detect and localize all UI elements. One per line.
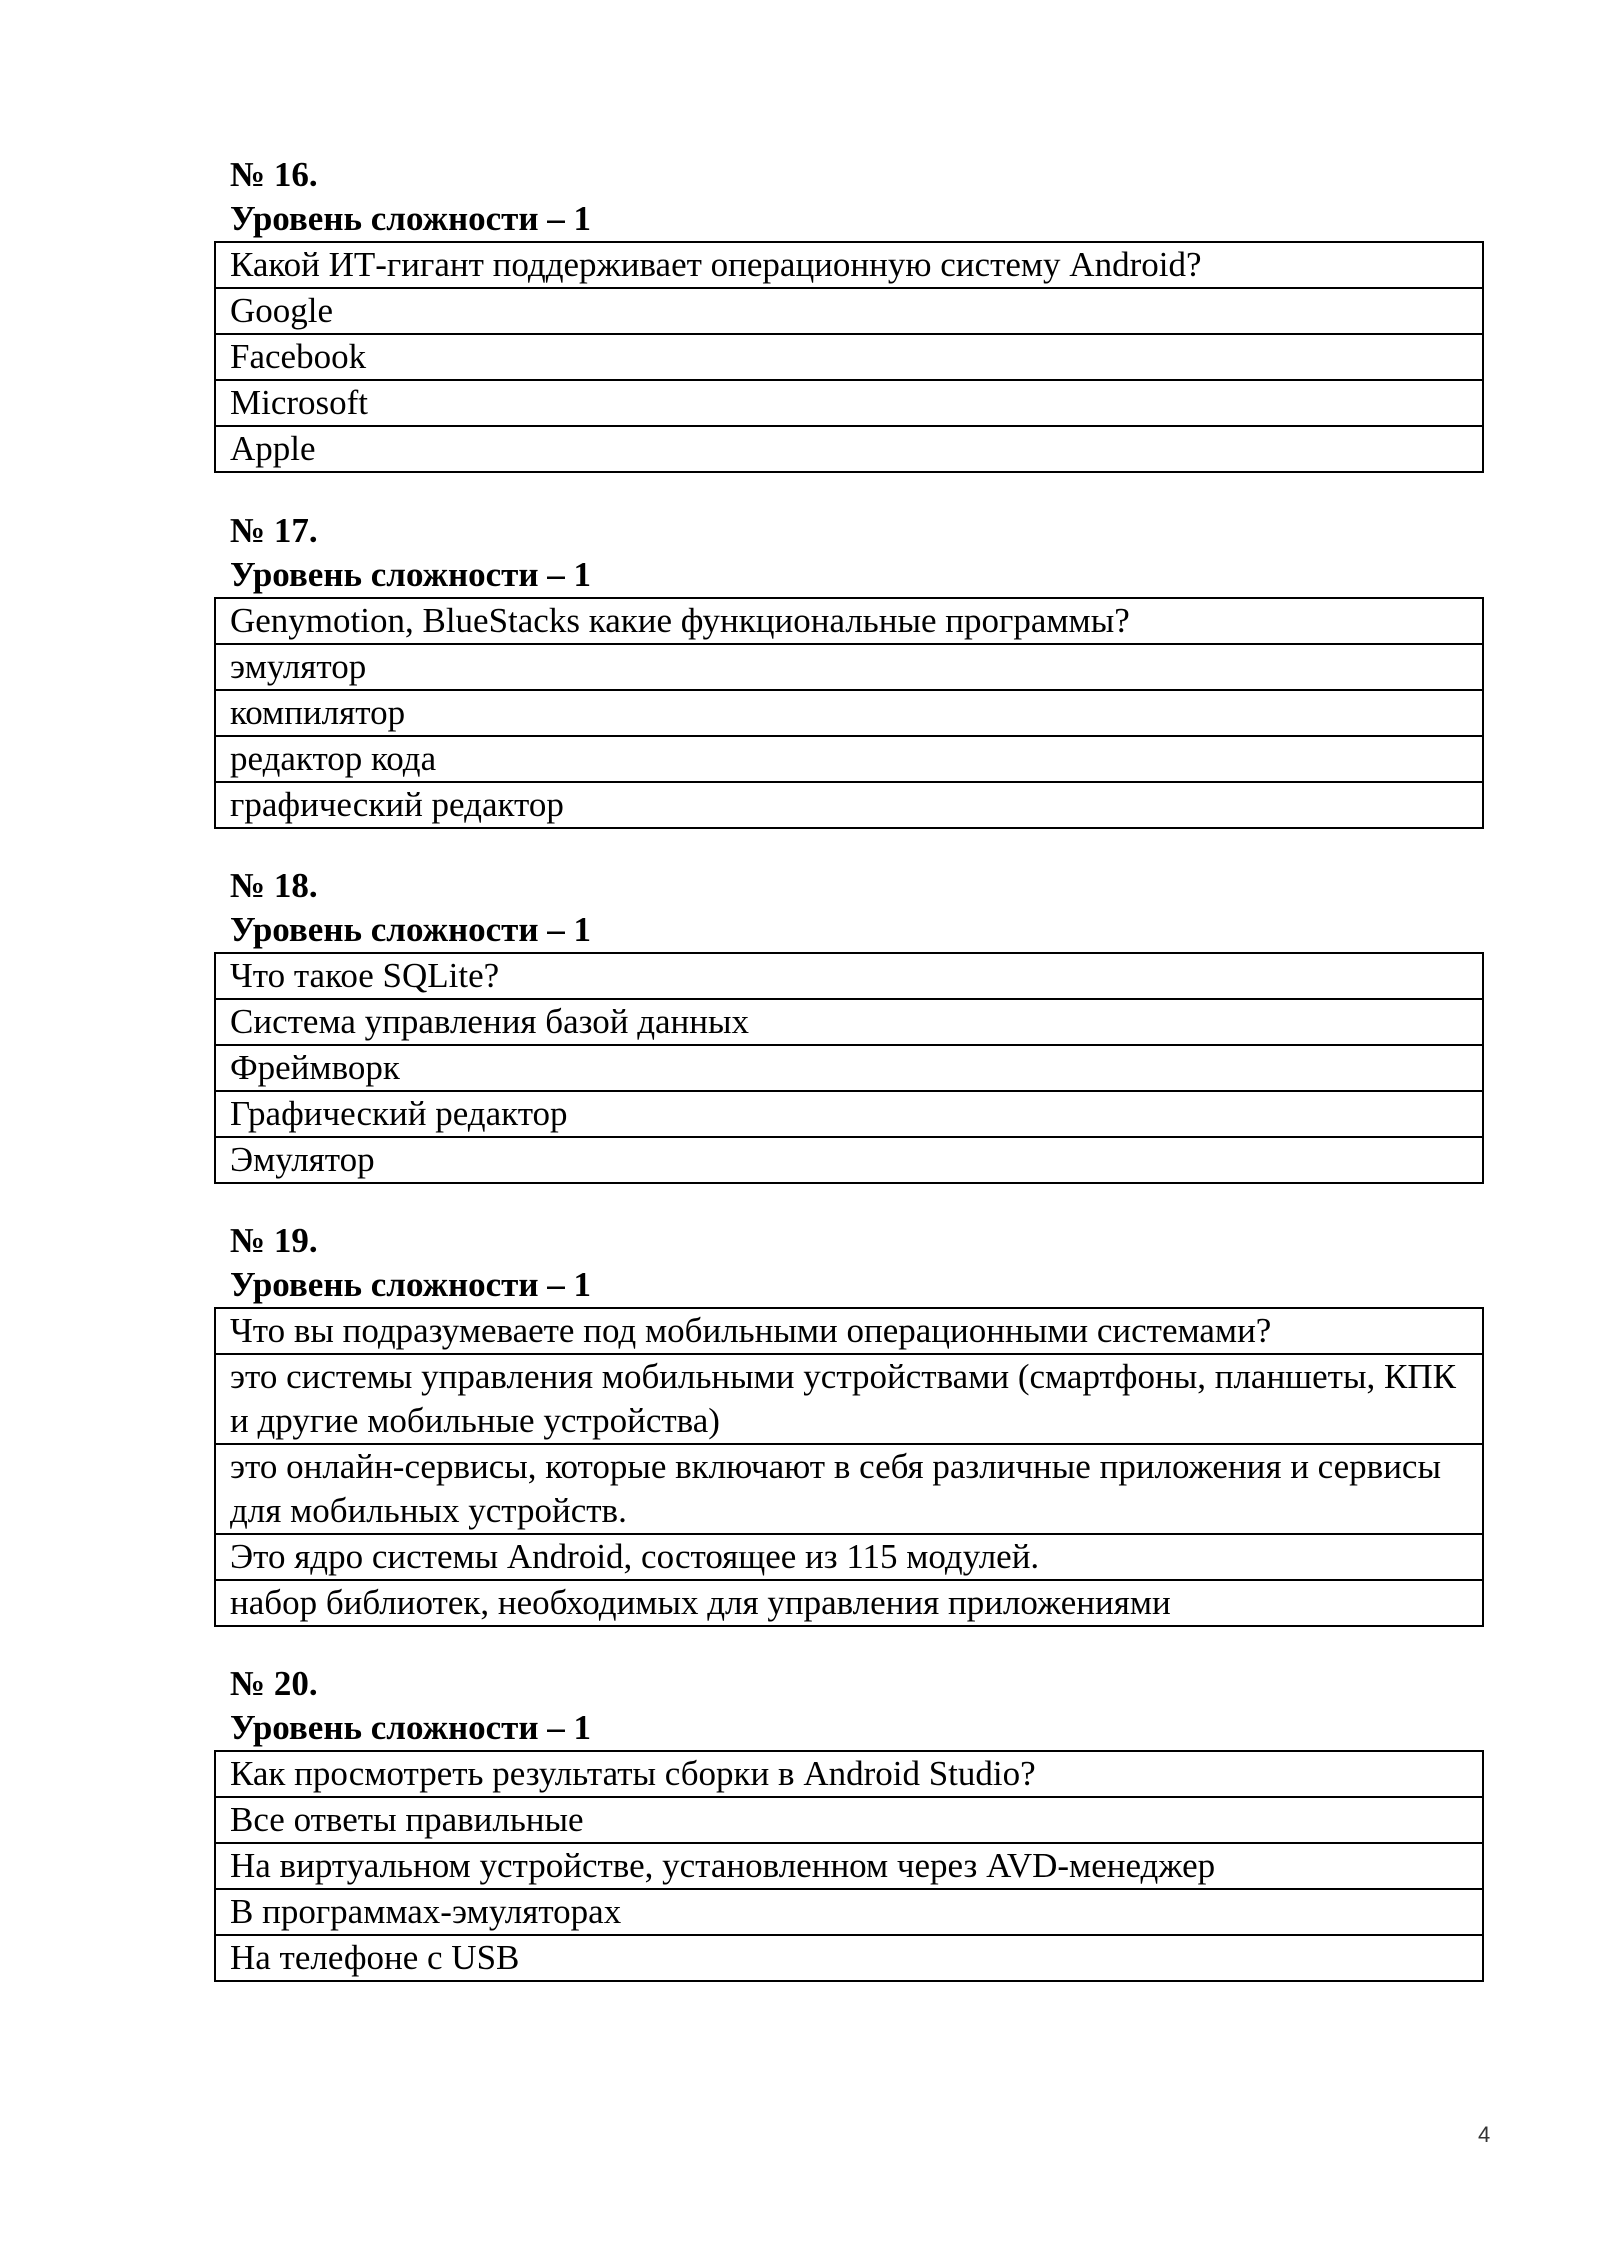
question-number: № 16. — [230, 155, 318, 194]
answer-row — [215, 380, 1483, 426]
question-number: № 20. — [230, 1664, 318, 1703]
answer-option: графический редактор — [215, 782, 1483, 828]
answer-option: это системы управления мобильными устройствами (смартфоны, планшеты, КПК и другие мобильные устройства) — [215, 1354, 1483, 1444]
question-row — [215, 953, 1483, 999]
answer-option: Facebook — [215, 334, 1483, 380]
answer-option: Apple — [215, 426, 1483, 472]
answer-option: В программах-эмуляторах — [215, 1889, 1483, 1935]
answer-row — [215, 690, 1483, 736]
answer-option: компилятор — [215, 690, 1483, 736]
question-text: Какой ИТ-гигант поддерживает операционную систему Android? — [215, 242, 1483, 288]
answer-option: Google — [215, 288, 1483, 334]
answer-option: редактор кода — [215, 736, 1483, 782]
answer-option: Эмулятор — [215, 1137, 1483, 1183]
answer-option: Это ядро системы Android, состоящее из 115 модулей. — [215, 1534, 1483, 1580]
answer-row — [215, 334, 1483, 380]
answer-row — [215, 999, 1483, 1045]
question-text: Что такое SQLite? — [215, 953, 1483, 999]
question-text: Как просмотреть результаты сборки в Android Studio? — [215, 1751, 1483, 1797]
answer-row — [215, 1797, 1483, 1843]
answer-row — [215, 1843, 1483, 1889]
answer-row — [215, 288, 1483, 334]
answer-option: эмулятор — [215, 644, 1483, 690]
answer-option: На телефоне с USB — [215, 1935, 1483, 1981]
question-table — [214, 241, 1484, 473]
answer-row — [215, 426, 1483, 472]
question-row — [215, 1751, 1483, 1797]
difficulty-level: Уровень сложности – 1 — [230, 1708, 592, 1747]
question-number: № 17. — [230, 511, 318, 550]
answer-row — [215, 1354, 1483, 1444]
question-block-18 — [214, 864, 1484, 1184]
answer-row — [215, 1045, 1483, 1091]
answer-row — [215, 1137, 1483, 1183]
question-table — [214, 597, 1484, 829]
difficulty-level: Уровень сложности – 1 — [230, 910, 592, 949]
question-text: Что вы подразумеваете под мобильными операционными системами? — [215, 1308, 1483, 1354]
answer-row — [215, 1889, 1483, 1935]
difficulty-level: Уровень сложности – 1 — [230, 199, 592, 238]
difficulty-level: Уровень сложности – 1 — [230, 555, 592, 594]
question-table — [214, 1750, 1484, 1982]
answer-option: Система управления базой данных — [215, 999, 1483, 1045]
question-table — [214, 952, 1484, 1184]
page-number: 4 — [1478, 2122, 1491, 2147]
answer-option: это онлайн-сервисы, которые включают в себя различные приложения и сервисы для мобильных устройств. — [215, 1444, 1483, 1534]
question-row — [215, 242, 1483, 288]
answer-row — [215, 782, 1483, 828]
question-block-20 — [214, 1662, 1484, 1982]
answer-option: Microsoft — [215, 380, 1483, 426]
answer-row — [215, 1580, 1483, 1626]
answer-row — [215, 1444, 1483, 1534]
answer-row — [215, 1534, 1483, 1580]
answer-row — [215, 644, 1483, 690]
question-table — [214, 1307, 1484, 1627]
answer-row — [215, 1935, 1483, 1981]
answer-option: На виртуальном устройстве, установленном через AVD-менеджер — [215, 1843, 1483, 1889]
answer-option: Фреймворк — [215, 1045, 1483, 1091]
question-number: № 19. — [230, 1221, 318, 1260]
answer-row — [215, 736, 1483, 782]
question-row — [215, 598, 1483, 644]
answer-option: Графический редактор — [215, 1091, 1483, 1137]
question-block-16 — [214, 153, 1484, 473]
question-row — [215, 1308, 1483, 1354]
question-text: Genymotion, BlueStacks какие функциональные программы? — [215, 598, 1483, 644]
answer-row — [215, 1091, 1483, 1137]
question-block-19 — [214, 1219, 1484, 1627]
question-block-17 — [214, 509, 1484, 829]
question-number: № 18. — [230, 866, 318, 905]
answer-option: Все ответы правильные — [215, 1797, 1483, 1843]
difficulty-level: Уровень сложности – 1 — [230, 1265, 592, 1304]
answer-option: набор библиотек, необходимых для управления приложениями — [215, 1580, 1483, 1626]
